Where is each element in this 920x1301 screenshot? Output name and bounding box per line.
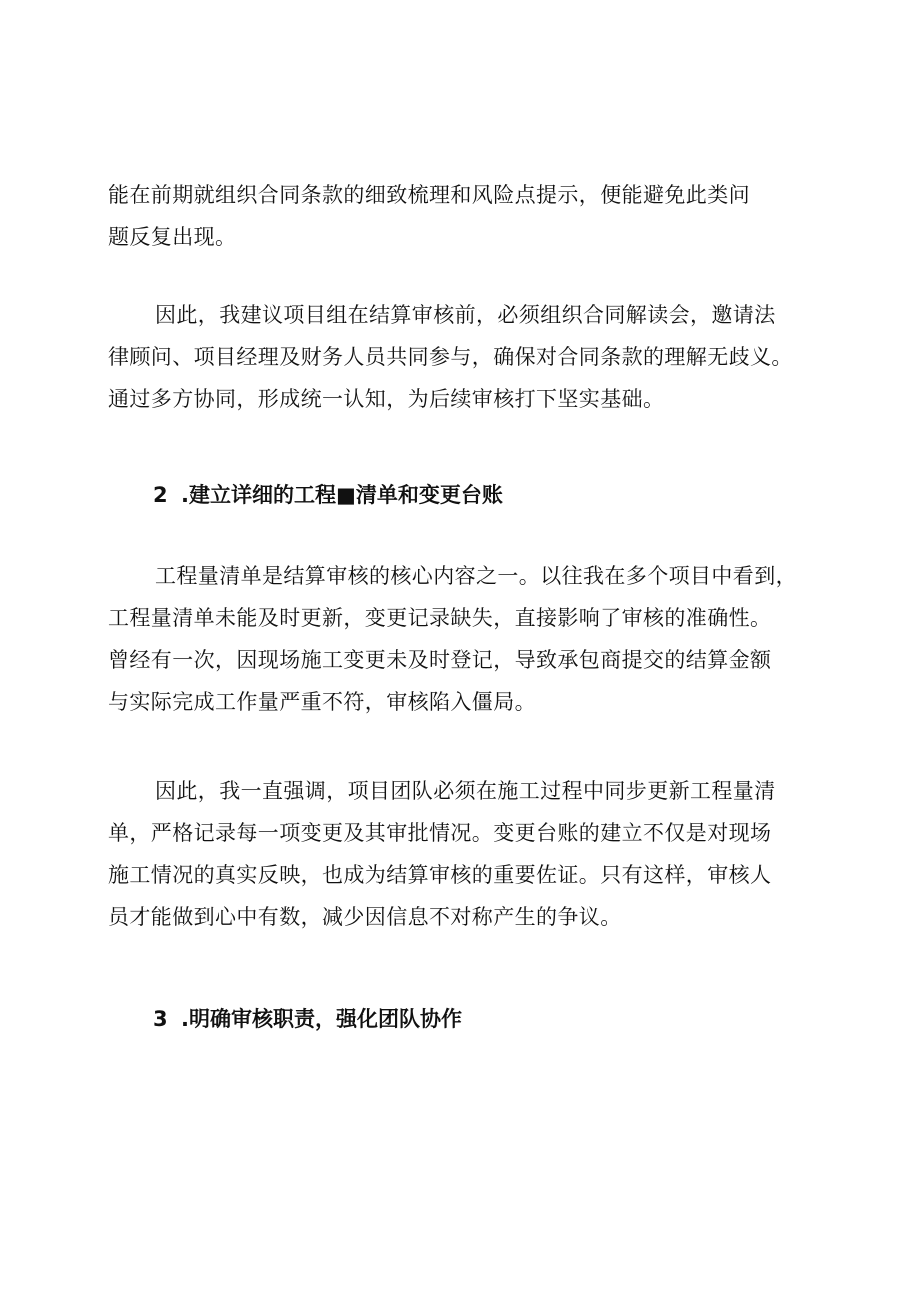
paragraph bbox=[108, 555, 830, 723]
paragraph bbox=[108, 294, 830, 420]
paragraph-line: 因此，我建议项目组在结算审核前，必须组织合同解读会，邀请法 bbox=[155, 303, 776, 327]
paragraph-line: 单，严格记录每一项变更及其审批情况。变更台账的建立不仅是对现场 bbox=[108, 821, 772, 845]
paragraph-line: 题反复出现。 bbox=[108, 225, 237, 249]
section-heading-text: .建立详细的工程■清单和变更台账 bbox=[181, 483, 503, 507]
section-heading-number: 3 bbox=[153, 1007, 168, 1031]
paragraph-line: 通过多方协同，形成统一认知，为后续审核打下坚实基础。 bbox=[108, 387, 665, 411]
paragraph-line: 施工情况的真实反映，也成为结算审核的重要佐证。只有这样，审核人 bbox=[108, 863, 772, 887]
paragraph-line: 工程量清单是结算审核的核心内容之一。以往我在多个项目中看到， bbox=[155, 564, 797, 588]
section-heading-text: .明确审核职责，强化团队协作 bbox=[181, 1007, 462, 1031]
section-heading bbox=[153, 1004, 462, 1034]
paragraph-line: 员才能做到心中有数，减少因信息不对称产生的争议。 bbox=[108, 905, 622, 929]
paragraph-line: 曾经有一次，因现场施工变更未及时登记，导致承包商提交的结算金额 bbox=[108, 648, 772, 672]
section-heading bbox=[153, 480, 503, 510]
paragraph-line: 能在前期就组织合同条款的细致梳理和风险点提示，便能避免此类问 bbox=[108, 183, 750, 207]
paragraph-line: 与实际完成工作量严重不符，审核陷入僵局。 bbox=[108, 690, 536, 714]
paragraph-line: 工程量清单未能及时更新，变更记录缺失，直接影响了审核的准确性。 bbox=[108, 606, 772, 630]
paragraph-line: 因此，我一直强调，项目团队必须在施工过程中同步更新工程量清 bbox=[155, 779, 776, 803]
section-heading-number: 2 bbox=[153, 483, 168, 507]
paragraph-line: 律顾问、项目经理及财务人员共同参与，确保对合同条款的理解无歧义。 bbox=[108, 345, 793, 369]
paragraph bbox=[108, 770, 830, 938]
paragraph bbox=[108, 174, 830, 258]
